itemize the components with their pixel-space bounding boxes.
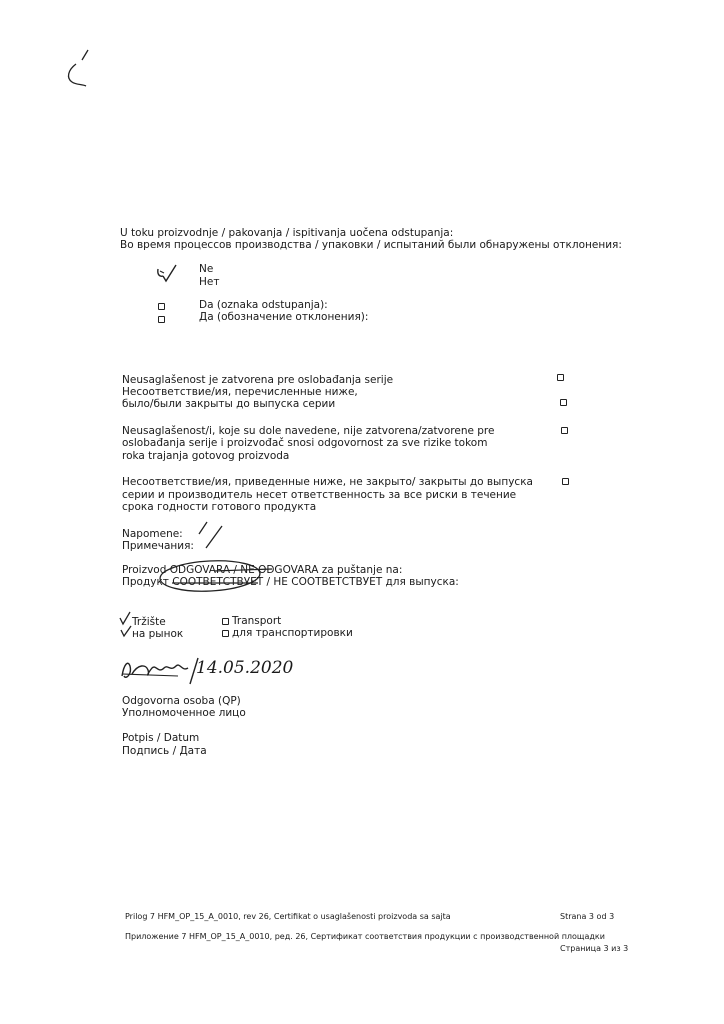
- transport-label-ru: для транспортировки: [232, 627, 353, 639]
- qp-label-ru: Уполномоченное лицо: [122, 707, 246, 719]
- handwritten-selection-circle: [150, 556, 310, 596]
- no-option-label-sr: Ne: [199, 263, 214, 275]
- handwritten-mark-icon: [62, 48, 102, 94]
- closed-checkbox-sr[interactable]: [557, 374, 564, 381]
- product-line-sr-suffix: za puštanje na:: [318, 564, 403, 576]
- market-label-sr: Tržište: [132, 616, 166, 628]
- qp-label-sr: Odgovorna osoba (QP): [122, 695, 241, 707]
- no-option-label-ru: Нет: [199, 276, 220, 288]
- open-text-ru-1: Несоответствие/ия, приведенные ниже, не закрыто/ закрыты до выпуска: [122, 476, 533, 488]
- closed-text-sr: Neusaglašenost je zatvorena pre oslobađanja serije: [122, 374, 394, 386]
- closed-text-ru-2: было/были закрыты до выпуска серии: [122, 398, 336, 410]
- open-text-sr-2: oslobađanja serije i proizvođač snosi odgovornost za sve rizike tokom: [122, 437, 488, 449]
- yes-option-label-ru: Да (обозначение отклонения):: [199, 311, 369, 323]
- open-checkbox-sr[interactable]: [561, 427, 568, 434]
- transport-label-sr: Transport: [232, 615, 282, 627]
- transport-checkbox[interactable]: [222, 618, 229, 625]
- deviations-heading-ru: Во время процессов производства / упаковки / испытаний были обнаружены отклонения:: [120, 239, 622, 251]
- sign-label-ru: Подпись / Дата: [122, 745, 207, 757]
- product-line-sr-prefix: Proizvod: [122, 564, 170, 576]
- notes-slash-mark-icon: [196, 518, 226, 552]
- product-line-ru-options: СООТВЕТСТВУЕТ / НЕ СООТВЕТСТВУЕТ: [172, 576, 383, 588]
- transport-checkbox-ru[interactable]: [222, 630, 229, 637]
- open-text-ru-2: серии и производитель несет ответственность за все риски в течение: [122, 489, 517, 501]
- deviations-heading-sr: U toku proizvodnje / pakovanja / ispitivanja uočena odstupanja:: [120, 227, 454, 239]
- notes-label-sr: Napomene:: [122, 528, 183, 540]
- sign-label-sr: Potpis / Datum: [122, 732, 200, 744]
- footer-reference-sr: Prilog 7 HFM_OP_15_A_0010, rev 26, Certifikat o usaglašenosti proizvoda sa sajta: [125, 912, 451, 921]
- footer-page-sr: Strana 3 od 3: [560, 912, 615, 921]
- product-line-ru-prefix: Продукт: [122, 576, 173, 588]
- open-text-ru-3: срока годности готового продукта: [122, 501, 317, 513]
- footer-reference-ru: Приложение 7 HFM_OP_15_A_0010, ред. 26, Сертификат соответствия продукции с производственной площадки: [125, 932, 605, 941]
- yes-option-label-sr: Da (oznaka odstupanja):: [199, 299, 328, 311]
- product-line-sr-options: ODGOVARA / NE ODGOVARA: [169, 564, 319, 576]
- market-label-ru: на рынок: [132, 628, 184, 640]
- open-checkbox-ru[interactable]: [562, 478, 569, 485]
- open-text-sr-3: roka trajanja gotovog proizvoda: [122, 450, 290, 462]
- handwritten-date: 14.05.2020: [196, 658, 294, 678]
- notes-label-ru: Примечания:: [122, 540, 194, 552]
- footer-page-ru: Страница 3 из 3: [560, 944, 629, 953]
- checkmark-icon: [154, 259, 184, 289]
- product-line-ru-suffix: для выпуска:: [382, 576, 459, 588]
- open-text-sr-1: Neusaglašenost/i, koje su dole navedene, nije zatvorena/zatvorene pre: [122, 425, 495, 437]
- yes-option-checkbox[interactable]: [158, 303, 165, 310]
- yes-option-checkbox-ru[interactable]: [158, 316, 165, 323]
- closed-text-ru-1: Несоответствие/ия, перечисленные ниже,: [122, 386, 358, 398]
- closed-checkbox-ru[interactable]: [560, 399, 567, 406]
